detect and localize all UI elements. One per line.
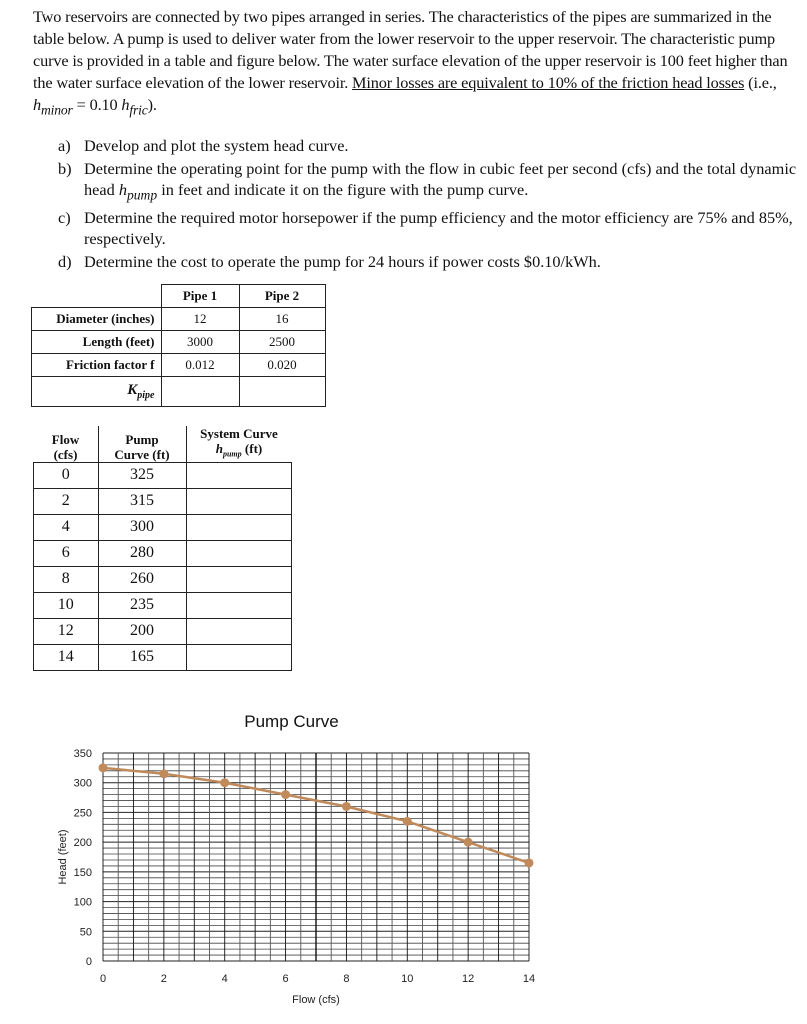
pump-head-cell: 165 <box>98 644 186 670</box>
data-point <box>342 802 351 811</box>
x-tick-label: 0 <box>99 973 107 985</box>
data-point <box>99 763 108 772</box>
data-point <box>525 858 534 867</box>
y-tick-label: 0 <box>85 956 92 968</box>
data-point <box>464 838 473 847</box>
x-tick-label: 6 <box>282 973 289 985</box>
y-tick-label: 150 <box>73 866 92 879</box>
pump-head-cell: 260 <box>98 566 186 592</box>
flow-cell: 12 <box>34 618 99 644</box>
pump-head-cell: 300 <box>98 514 186 540</box>
minor-loss-note: Minor losses are equivalent to 10% of the friction head losses <box>352 73 745 92</box>
flow-cell: 14 <box>34 644 99 670</box>
pump-table: Flow (cfs) Pump Curve (ft) System Curve $h_{pump}$ (ft) 0 325 2 315 4 300 6 280 8 260 10 235 12 200 14 165 <box>33 426 292 671</box>
y-tick-label: 50 <box>79 926 92 939</box>
y-tick-label: 300 <box>73 777 92 790</box>
flow-cell: 6 <box>34 540 99 566</box>
table-row: Friction factor f 0.012 0.020 <box>32 354 326 377</box>
flow-cell: 8 <box>34 566 99 592</box>
table-row-k: $K_{pipe}$ <box>32 377 326 407</box>
flow-cell: 2 <box>34 488 99 514</box>
flow-cell: 0 <box>34 462 99 488</box>
pump-head-cell: 200 <box>98 618 186 644</box>
question-a: a) Develop and plot the system head curve. <box>58 136 349 155</box>
question-b: b) Determine the operating point for the pump with the flow in cubic feet per second (cfs) and the total dynamic head $h_{pump}$ in feet and indicate it on the figure with the pump curve. <box>58 159 797 203</box>
data-point <box>159 769 168 778</box>
x-tick-label: 12 <box>462 973 475 985</box>
y-tick-label: 350 <box>73 748 92 760</box>
pump-head-cell: 315 <box>98 488 186 514</box>
chart-title: Pump Curve <box>244 712 339 731</box>
question-c: c) Determine the required motor horsepower if the pump efficiency and the motor efficiency are 75% and 85%, respectively. <box>58 208 793 249</box>
y-tick-label: 250 <box>73 807 92 820</box>
x-tick-label: 14 <box>522 973 536 985</box>
y-axis-label: Head (feet) <box>57 829 69 885</box>
flow-cell: 4 <box>34 514 99 540</box>
y-tick-label: 200 <box>73 837 92 850</box>
pump-head-cell: 280 <box>98 540 186 566</box>
y-tick-label: 100 <box>73 896 92 909</box>
pump-head-cell: 235 <box>98 592 186 618</box>
question-d: d) Determine the cost to operate the pump for 24 hours if power costs $0.10/kWh. <box>58 252 601 272</box>
problem-statement: Two reservoirs are connected by two pipes arranged in series. The characteristics of the pipes are summarized in the table below. A pump is used to deliver water from the lower reservoir to the upper reservoir. The characteristic pump curve is provided in a table and figure below. The water surface elevation of the upper reservoir is 100 feet higher than the water surface elevation of the lower reservoir. Minor losses are equivalent to 10% of the friction head losses (i.e., $h_{minor} = 0.10$ $h_{fric}$). <box>33 7 788 118</box>
flow-cell: 10 <box>34 592 99 618</box>
header-pipe-1: Pipe 1 <box>161 285 239 308</box>
header-pipe-2: Pipe 2 <box>239 285 325 308</box>
data-point <box>281 790 290 799</box>
table-row: Length (feet) 3000 2500 <box>32 331 326 354</box>
x-tick-label: 10 <box>401 973 414 985</box>
pump-head-cell: 325 <box>98 462 186 488</box>
x-tick-label: 2 <box>160 973 167 985</box>
table-row: Diameter (inches) 12 16 <box>32 308 326 331</box>
data-point <box>220 778 229 787</box>
x-tick-label: 4 <box>221 973 228 985</box>
x-tick-label: 8 <box>343 973 350 985</box>
x-axis-label: Flow (cfs) <box>292 994 340 1006</box>
data-point <box>403 817 412 826</box>
